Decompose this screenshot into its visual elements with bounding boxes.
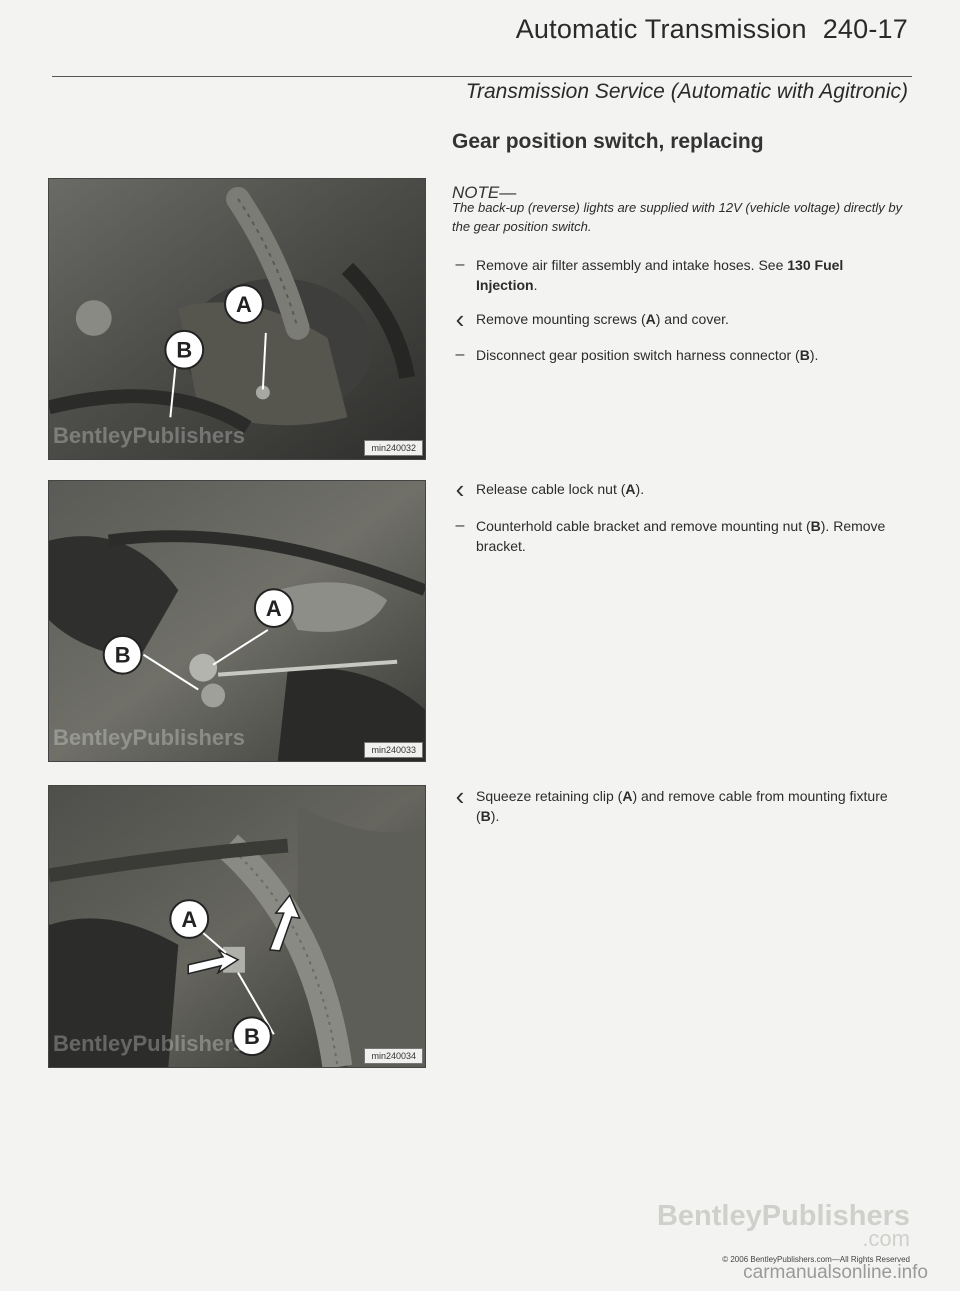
callout-ref: A (622, 788, 633, 804)
callout-a: A (181, 907, 198, 932)
step-squeeze-clip (476, 786, 914, 826)
step-text-end: ). (490, 808, 500, 824)
dash-marker: – (455, 346, 465, 363)
watermark-text: BentleyPublishers (53, 725, 245, 750)
callout-ref: B (810, 518, 821, 534)
logo-text: BentleyPublishers (656, 1200, 910, 1232)
page-number: 240-17 (822, 14, 908, 44)
logo-suffix: .com (862, 1226, 910, 1251)
note-label: NOTE— (452, 183, 517, 202)
callout-b: B (244, 1024, 260, 1050)
dash-marker: – (455, 256, 465, 273)
dash-marker: – (455, 517, 465, 534)
watermark-text: BentleyPublishers (53, 1031, 245, 1056)
callout-a: A (236, 292, 252, 318)
figure-id: min240032 (364, 440, 423, 456)
callout-b: B (176, 337, 193, 363)
photo-retaining-clip (48, 785, 426, 1068)
step-text-mid: ) and remove cable from mounting fixture ( (476, 788, 888, 824)
step-text: Remove air filter assembly and intake hoses. See (476, 257, 788, 273)
callout-ref: A (645, 311, 656, 327)
site-watermark: carmanualsonline.info (743, 1262, 928, 1283)
page-header (516, 14, 908, 45)
left-arrow-icon: ‹ (455, 304, 465, 334)
callout-ref: B (480, 808, 491, 824)
page-subtitle: Transmission Service (Automatic with Agitronic) (465, 80, 908, 103)
left-arrow-icon: ‹ (455, 474, 465, 504)
engine-bay-image (49, 481, 425, 761)
step-text: Release cable lock nut ( (476, 481, 626, 497)
step-text-end: . (533, 277, 538, 293)
header-rule (52, 76, 912, 77)
watermark-text: BentleyPublishers (53, 423, 245, 448)
callout-ref: A (625, 481, 636, 497)
engine-bay-image (49, 786, 425, 1067)
publisher-logo (656, 1200, 910, 1251)
figure-id: min240033 (364, 742, 423, 758)
section-title: Gear position switch, replacing (452, 130, 764, 153)
photo-gear-switch-cover (48, 178, 426, 460)
chapter-title: Automatic Transmission (515, 14, 807, 44)
callout-b: B (114, 642, 131, 668)
photo-cable-lock-nut (48, 480, 426, 762)
copyright-text: © 2006 BentleyPublishers.com—All Rights Reserved (722, 1255, 910, 1264)
step-text-end: ). (809, 347, 819, 363)
figure-id: min240034 (364, 1048, 423, 1064)
callout-a: A (265, 596, 282, 622)
step-text-end: ) and cover. (655, 311, 729, 327)
step-text: Counterhold cable bracket and remove mounting nut ( (476, 518, 811, 534)
callout-ref: B (799, 347, 810, 363)
step-reference: 130 Fuel Injection (476, 257, 844, 293)
step-counterhold-bracket (476, 516, 911, 556)
step-disconnect-connector (476, 345, 916, 365)
engine-bay-image (49, 179, 425, 459)
step-text: Disconnect gear position switch harness connector ( (476, 347, 800, 363)
step-text-end: ). (635, 481, 645, 497)
step-text: Squeeze retaining clip ( (476, 788, 623, 804)
step-text: Remove mounting screws ( (476, 311, 646, 327)
step-remove-air-filter (476, 255, 908, 295)
note-text: The back-up (reverse) lights are supplied with 12V (vehicle voltage) directly by the gear position switch. (452, 200, 903, 234)
step-text-end: ). Remove bracket. (476, 518, 886, 554)
step-release-lock-nut (476, 479, 916, 499)
step-remove-mounting-screws (476, 309, 916, 329)
left-arrow-icon: ‹ (455, 781, 465, 811)
